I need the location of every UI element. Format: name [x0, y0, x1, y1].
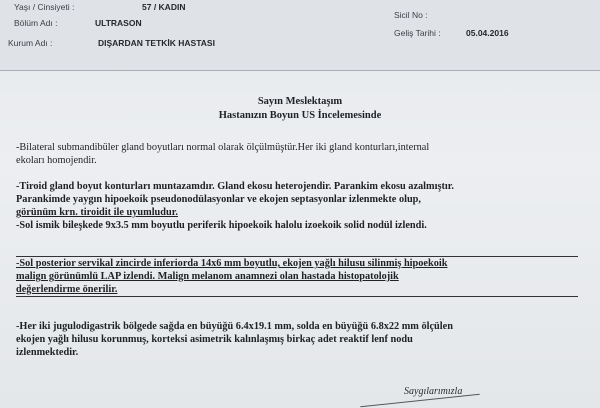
paragraph-thyroid — [16, 180, 578, 232]
department-label: Bölüm Adı : — [14, 18, 58, 28]
text-line: izlenmektedir. — [16, 347, 79, 358]
text-line-underlined: -Sol posterior servikal zincirde inferiorda 14x6 mm boyutlu, ekojen yağlı hilusu silinmiş hipoekoik — [16, 258, 448, 269]
department-value: ULTRASON — [95, 18, 142, 28]
text-line: Parankimde yaygın hipoekoik pseudonodülasyonlar ve ekojen septasyonlar izlenmekte olup, — [16, 194, 421, 205]
patient-header — [0, 0, 600, 71]
paragraph-jugulodigastric — [16, 320, 578, 359]
salutation: Sayın Meslektaşım — [257, 96, 343, 107]
text-line: -Bilateral submandibüler gland boyutları normal olarak ölçülmüştür.Her iki gland konturları,internal — [16, 142, 430, 153]
arrival-date-value: 05.04.2016 — [466, 28, 509, 38]
paragraph-submandibular — [16, 141, 578, 167]
text-line: -Tiroid gland boyut konturları muntazamdır. Gland ekosu heterojendir. Parankim ekosu azalmıştır. — [16, 181, 454, 192]
text-line: -Sol ismik bileşkede 9x3.5 mm boyutlu periferik hipoekoik halolu izoekoik solid nodül izlendi. — [16, 220, 427, 231]
institution-value: DIŞARDAN TETKİK HASTASI — [98, 38, 215, 48]
report-heading: Hastanızın Boyun US İncelemesinde — [218, 110, 382, 121]
text-line-underlined: malign görünümlü LAP izlendi. Malign melanom anamnezi olan hastada histopatolojik — [16, 271, 399, 282]
paragraph-lymph-node-malign — [16, 256, 578, 297]
age-sex-value: 57 / KADIN — [142, 2, 186, 12]
institution-label: Kurum Adı : — [8, 38, 53, 48]
text-line: -Her iki jugulodigastrik bölgede sağda en büyüğü 6.4x19.1 mm, solda en büyüğü 6.8x22 mm ölçülen — [16, 321, 453, 332]
text-line-underlined: değerlendirme önerilir. — [16, 284, 118, 295]
registry-label: Sicil No : — [394, 10, 428, 20]
text-line-underlined: görünüm krn. tiroidit ile uyumludur. — [16, 207, 178, 218]
text-line: ekojen yağlı hilusu korunmuş, korteksi asimetrik kalınlaşmış birkaç adet reaktif lenf nodu — [16, 334, 413, 345]
text-line: ekoları homojendir. — [16, 155, 97, 166]
arrival-date-label: Geliş Tarihi : — [394, 28, 441, 38]
age-sex-label: Yaşı / Cinsiyeti : — [14, 2, 75, 12]
closing-signature: Saygılarımızla — [404, 386, 463, 397]
